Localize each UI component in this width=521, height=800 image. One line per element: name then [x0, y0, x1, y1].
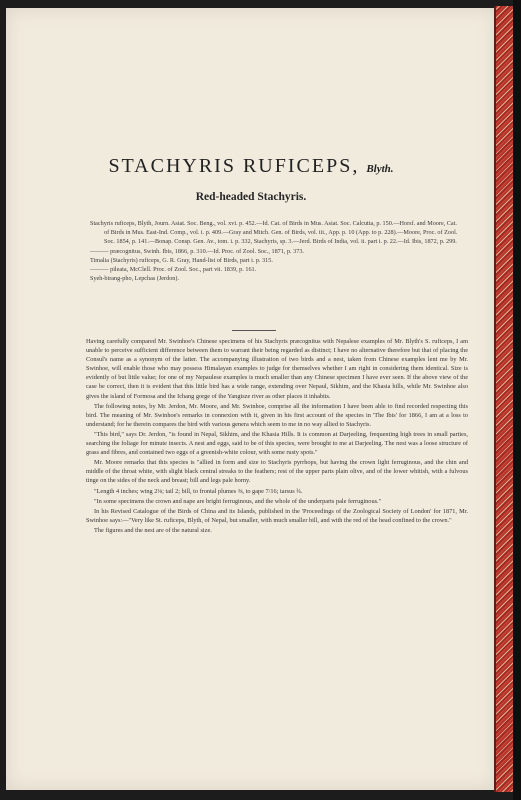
marbled-page-edge	[494, 6, 513, 792]
synonymy-entry: Stachyris ruficeps, Blyth, Journ. Asiat. Soc. Beng., vol. xvi. p. 452.—Id. Cat. of Birds in Mus. Asiat. Soc. Calcutta, p. 150.—Horsf. and Moore, Cat. of Birds in Mus. East-Ind. Comp., vol. i. p. 409.—Gray and Mitch. Gen. of Birds, vol. iii., App. p. 10 (App. to p. 228).—Moore, Proc. of Zool. Soc. 1854, p. 141.—Bonap. Consp. Gen. Av., tom. i. p. 332, Stachyris, sp. 3.—Jerd. Birds of India, vol. ii. part i. p. 22.—Id. Ibis, 1872, p. 299.	[90, 220, 458, 246]
scan-border	[513, 0, 521, 800]
paragraph: "Length 4 inches; wing 2⅛; tail 2; bill, to frontal plumes ⅜, to gape 7/16; tarsus ¾.	[94, 487, 303, 495]
paragraph: Mr. Moore remarks that this species is "allied in form and size to Stachyris pyrrhops, but having the crown light ferruginous, and the chin and middle of the throat white, with slight black central streaks to the feathers; rest of the upper parts plain olive, and of the lower whitish, with a fulvous tinge on the sides of the neck and breast; bill and legs pale horny.	[86, 459, 468, 485]
synonymy-list	[90, 219, 460, 283]
section-divider	[232, 330, 276, 331]
synonymy-entry: ——— præcognitus, Swinh. Ibis, 1866, p. 310.—Id. Proc. of Zool. Soc., 1871, p. 373.	[90, 247, 304, 255]
paragraph: In his Revised Catalogue of the Birds of China and its Islands, published in the 'Proceedings of the Zoological Society of London' for 1871, Mr. Swinhoe says:—"Very like St. ruficeps, Blyth, of Nepal, but smaller, with much smaller bill, and with the red of the head confined to the crown."	[86, 507, 468, 524]
synonymy-entry: Syeh-birang-pho, Lepchas (Jerdon).	[90, 275, 180, 283]
body-text	[86, 337, 468, 536]
title-authority: Blyth.	[366, 163, 394, 175]
paragraph: The figures and the nest are of the natural size.	[94, 526, 212, 534]
paragraph: "In some specimens the crown and nape are bright ferruginous, and the whole of the underparts pale ferruginous."	[94, 497, 382, 505]
page-title	[6, 155, 496, 178]
synonymy-entry: Timalia (Stachyris) ruficeps, G. R. Gray, Hand-list of Birds, part i. p. 315.	[90, 256, 273, 264]
paragraph: The following notes, by Mr. Jerdon, Mr. Moore, and Mr. Swinhoe, comprise all the information I have been able to find recorded respecting this bird. The meaning of Mr. Swinhoe's remarks in connexion with it, given in his first account of the species in 'The Ibis' for 1866, I am at a loss to understand; for he therein compares the bird with various genera which seem to me in no way allied to Stachyris.	[86, 402, 468, 428]
synonymy-entry: ——— pileata, McClell. Proc. of Zool. Soc., part vii. 1839, p. 161.	[90, 266, 257, 274]
page	[6, 8, 496, 790]
paragraph: Having carefully compared Mr. Swinhoe's Chinese specimens of his Stachyris præcognitus with Nepalese examples of Mr. Blyth's S. ruficeps, I am unable to perceive sufficient difference between them to warrant their being regarded as distinct; I have no alternative therefore but that of placing the Consul's name as a synonym of the latter. The accompanying illustration of two birds and a nest, taken from Chinese examples lent me by Mr. Swinhoe, will enable those who may possess Himalayan examples to judge for themselves whether I am right in considering them identical. Size is evidently of but little value; for one of my Nepaulese examples is much smaller than any Chinese specimen I have ever seen. If the above view of the case be correct, then it is evident that this little bird has a wide range, extending over Nepaul, Sikhim, and the Khasia hills, while Mr. Swinhoe also gives the island of Formosa and the Ichang gorge of the Yangtsze river as other places it inhabits.	[86, 338, 468, 400]
paragraph: "This bird," says Dr. Jerdon, "is found in Nepal, Sikhim, and the Khasia Hills. It is common at Darjeeling, frequenting high trees in small parties, searching the foliage for minute insects. A nest and eggs, said to be of this species, were brought to me at Darjeeling. The nest was a loose structure of grass and fibres, and contained two eggs of a greenish-white colour, with some rusty spots."	[86, 430, 468, 457]
page-subtitle: Red-headed Stachyris.	[195, 191, 307, 203]
title-main: STACHYRIS RUFICEPS,	[108, 155, 360, 177]
